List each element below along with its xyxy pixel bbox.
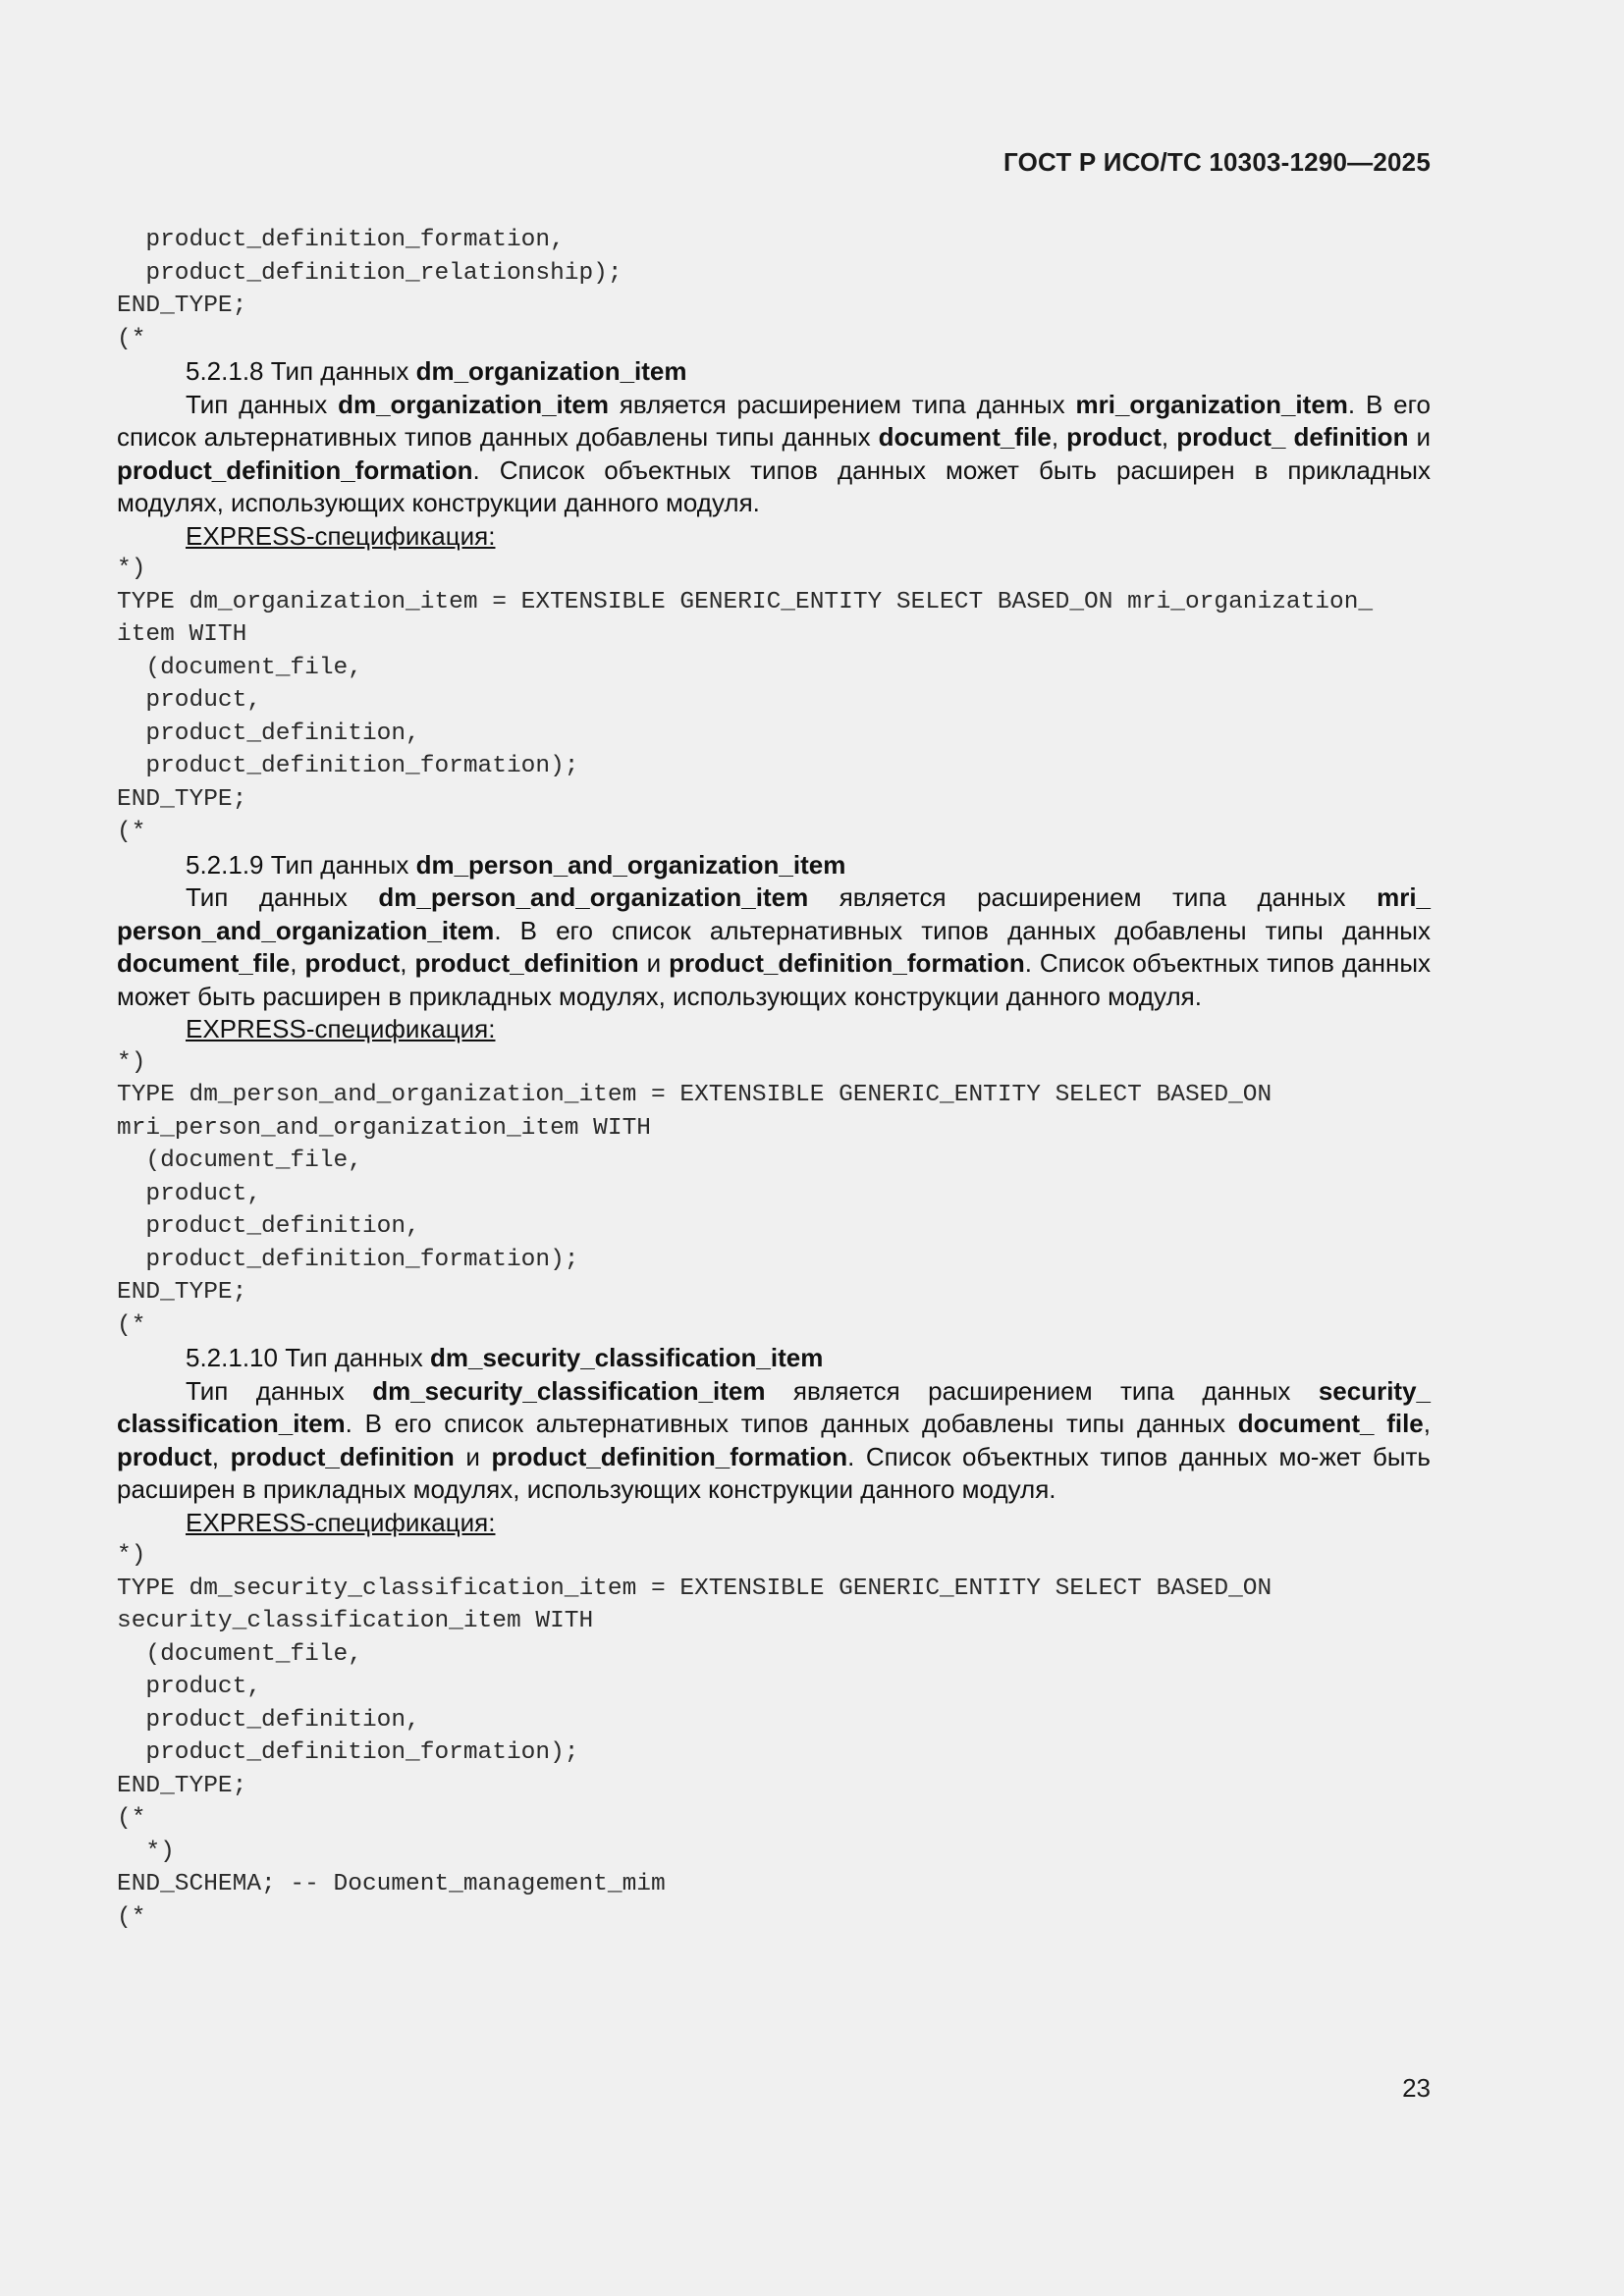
code-line: product_definition_formation);	[117, 1246, 579, 1273]
code-line: (document_file,	[117, 654, 362, 681]
code-line: mri_person_and_organization_item WITH	[117, 1114, 651, 1142]
code-line: *)	[117, 1542, 146, 1569]
code-line: *)	[117, 1048, 146, 1076]
express-specification-label: EXPRESS-спецификация:	[186, 1507, 496, 1537]
code-block-top	[117, 224, 1431, 355]
code-line: product,	[117, 1674, 262, 1700]
section-paragraph-5-2-1-8: Тип данных dm_organization_item является расширением типа данных mri_organization_item. В его список альтернативных типов данных добавлены типы данных document_file, product, product_ definition и product_definition_formation. Список объектных типов данных может быть расширен в прикладных модулях, использующих конструкции данного модуля.	[117, 389, 1432, 517]
code-line: TYPE dm_person_and_organization_item = EXTENSIBLE GENERIC_ENTITY SELECT BASED_ON	[117, 1082, 1272, 1108]
code-line: security_classification_item WITH	[117, 1608, 594, 1634]
code-line: END_TYPE;	[117, 1772, 247, 1799]
code-line: (*	[117, 819, 146, 845]
code-line: END_TYPE;	[117, 785, 247, 813]
section-heading-5-2-1-10: 5.2.1.10 Тип данных dm_security_classification_item	[186, 1343, 824, 1372]
code-line: (document_file,	[117, 1640, 362, 1668]
document-header: ГОСТ Р ИСО/ТС 10303-1290—2025	[1002, 147, 1431, 177]
code-line: END_SCHEMA; -- Document_management_mim	[117, 1871, 666, 1897]
code-block-dm-person-and-organization-item	[117, 1046, 1431, 1343]
code-line: (*	[117, 325, 146, 352]
code-line: TYPE dm_security_classification_item = EXTENSIBLE GENERIC_ENTITY SELECT BASED_ON	[117, 1575, 1272, 1602]
code-line: (*	[117, 1311, 146, 1339]
code-line: END_TYPE;	[117, 293, 247, 319]
code-line: *)	[117, 1838, 175, 1865]
page-number: 23	[1402, 2073, 1431, 2103]
express-specification-label: EXPRESS-спецификация:	[186, 1014, 496, 1043]
code-line: (*	[117, 1903, 146, 1931]
code-line: product_definition_formation);	[117, 753, 579, 779]
express-specification-label: EXPRESS-спецификация:	[186, 520, 496, 551]
section-paragraph-5-2-1-10: Тип данных dm_security_classification_item является расширением типа данных security_ classification_item. В его список альтернативных типов данных добавлены типы данных document_ file, product, product_definition и product_definition_formation. Список объектных типов данных мо-жет быть расширен в прикладных модулях, использующих конструкции данного модуля.	[117, 1375, 1432, 1504]
code-line: TYPE dm_organization_item = EXTENSIBLE GENERIC_ENTITY SELECT BASED_ON mri_organization_	[117, 588, 1374, 615]
code-block-dm-organization-item	[117, 553, 1431, 849]
code-line: *)	[117, 556, 146, 582]
code-line: product_definition_formation,	[117, 227, 565, 253]
code-line: product_definition_relationship);	[117, 259, 623, 287]
code-line: product,	[117, 687, 262, 714]
section-heading-5-2-1-8: 5.2.1.8 Тип данных dm_organization_item	[186, 356, 687, 386]
code-line: (document_file,	[117, 1148, 362, 1174]
code-line: END_TYPE;	[117, 1279, 247, 1306]
code-line: product_definition,	[117, 1706, 420, 1734]
section-paragraph-5-2-1-9: Тип данных dm_person_and_organization_item является расширением типа данных mri_ person_and_organization_item. В его список альтернативных типов данных добавлены типы данных document_file, product, product_definition и product_definition_formation. Список объектных типов данных может быть расширен в прикладных модулях, использующих конструкции данного модуля.	[117, 882, 1432, 1011]
code-line: (*	[117, 1805, 146, 1832]
page-content	[117, 224, 1431, 1934]
code-line: product_definition_formation);	[117, 1739, 579, 1766]
code-block-dm-security-classification-item	[117, 1539, 1431, 1934]
code-line: product_definition,	[117, 720, 420, 747]
code-line: product,	[117, 1180, 262, 1207]
code-line: product_definition,	[117, 1213, 420, 1240]
code-line: item WITH	[117, 621, 247, 648]
section-heading-5-2-1-9: 5.2.1.9 Тип данных dm_person_and_organization_item	[186, 849, 846, 880]
